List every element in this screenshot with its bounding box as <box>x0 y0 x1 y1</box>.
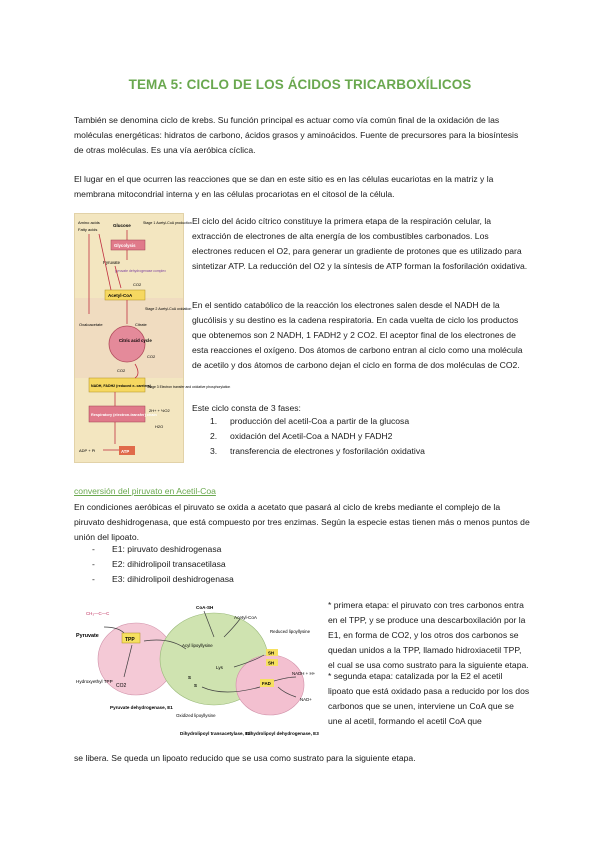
fig1-citrate-label: Citrate <box>135 322 147 327</box>
fig1-co2-label-1: CO2 <box>133 282 142 287</box>
fig2-s-label-2: S <box>194 683 197 688</box>
fig2-e2-label: Dihydrolipoyl transacetylase, E2 <box>180 731 251 736</box>
fig2-e3-label: Dihydrolipoyl dehydrogenase, E3 <box>246 731 319 736</box>
fig1-pyruvate-label: Pyruvate <box>103 260 120 265</box>
fig2-pyruvate-label: Pyruvate <box>76 633 99 639</box>
section-heading-link[interactable]: conversión del piruvato en Acetil-Coa <box>74 486 216 496</box>
fig1-cycle-label: Citric acid cycle <box>119 338 152 343</box>
fig2-lys-label: Lys <box>216 665 223 670</box>
fig1-h2o-label: H2O <box>155 424 164 429</box>
fig1-nadh-label: NADH, FADH2 (reduced e- carriers) <box>91 384 151 388</box>
phases-intro: Este ciclo consta de 3 fases: <box>192 403 301 413</box>
fig2-sh-label-2: SH <box>268 660 275 666</box>
fig2-nad-label: NAD+ <box>300 697 312 702</box>
fig2-reduced-label: Reduced lipoyllysine <box>270 629 311 634</box>
fig2-s-label-1: S <box>188 675 191 680</box>
respiration-overview-figure <box>74 213 231 463</box>
fig2-e1-label: Pyruvate dehydrogenase, E1 <box>110 705 173 710</box>
fig2-hydroxy-label: Hydroxyethyl TPP <box>76 679 113 684</box>
fig1-amino-label: Amino acids <box>78 220 100 225</box>
fig1-glycolysis-label: Glycolysis <box>114 243 136 248</box>
fig2-pyruvate-structure: CH₃—C—C <box>86 611 110 616</box>
fig1-stage3-label: Stage 3 Electron transfer and oxidative phosphorylation <box>147 385 231 389</box>
fig1-fatty-label: Fatty acids <box>78 227 98 232</box>
fig2-coash-label: CoA-SH <box>196 605 214 610</box>
fig1-stage1-label: Stage 1 Acetyl-CoA production <box>143 221 192 225</box>
pyruvate-paragraph: En condiciones aeróbicas el piruvato se oxida a acetato que pasará al ciclo de krebs mediante el complejo de la piruvato deshidrogenasa, que está compuesto por tres enzimas. Según la especie estas tienen más o menos puntos de unión del lipoato. <box>74 502 530 542</box>
fig1-chain-label: Respiratory (electron-transfer) chain <box>91 413 157 417</box>
list-item: 2. oxidación del Acetil-Coa a NADH y FADH2 <box>210 431 393 441</box>
list-item: 3. transferencia de electrones y fosforilación oxidativa <box>210 446 425 456</box>
intro-paragraph: También se denomina ciclo de krebs. Su función principal es actuar como vía común final de la oxidación de las moléculas energéticas: hidratos de carbono, ácidos grasos y aminoácidos. Fuente de precursores para la biosíntesis de otras moléculas. Es una vía aeróbica cíclica. <box>74 115 519 155</box>
stage2-paragraph-end: se libera. Se queda un lipoato reducido que se usa como sustrato para la siguiente etapa. <box>74 753 416 763</box>
pdh-complex-figure <box>74 597 324 752</box>
list-item: - E2: dihidrolipoil transacetilasa <box>92 559 226 569</box>
catabolic-paragraph: En el sentido catabólico de la reacción los electrones salen desde el NADH de la glucólisis y su destino es la cadena respiratoria. En cada vuelta de ciclo los productos que obtenemos son 2 NADH, 1 FADH2 y 2 CO2. El aceptor final de los electrones de esta reacciones el oxígeno. Dos átomos de carbono entran al ciclo como una molécula de acetilo y dos átomos de carbono dejan el ciclo en forma de dos moléculas de CO2. <box>192 300 523 370</box>
fig2-nadh-label: NADH + H+ <box>292 671 316 676</box>
fig1-stage2-label: Stage 2 Acetyl-CoA oxidation <box>145 307 192 311</box>
page-title: TEMA 5: CICLO DE LOS ÁCIDOS TRICARBOXÍLICOS <box>128 77 472 92</box>
fig1-atp-label: ATP <box>121 449 130 454</box>
stage2-paragraph: * segunda etapa: catalizada por la E2 el acetil lipoato que está oxidado pasa a reducido por los dos carbonos que se unen, interviene un CoA que se une al acetil, formando el acetil CoA que <box>328 671 530 726</box>
list-item: - E3: dihidrolipoil deshidrogenasa <box>92 574 234 584</box>
fig2-acyl-label: Acyl lipoyllysine <box>182 643 213 648</box>
phases-list <box>210 414 530 459</box>
fig2-acetylcoa-label: Acetyl-CoA <box>234 615 257 620</box>
fig1-o2-label: 2H+ + ½O2 <box>149 408 170 413</box>
fig1-acetylcoa-label: Acetyl-CoA <box>108 293 133 298</box>
fig1-oxaloacetate-label: Oxaloacetate <box>79 322 103 327</box>
list-item: - E1: piruvato deshidrogenasa <box>92 544 222 554</box>
fig1-glucose-label: Glucose <box>113 223 131 228</box>
fig1-co2-label-3: CO2 <box>117 368 126 373</box>
list-item: 1. producción del acetil-Coa a partir de la glucosa <box>210 416 410 426</box>
fig2-oxidized-label: Oxidized lipoyllysine <box>176 713 216 718</box>
stage1-paragraph: * primera etapa: el piruvato con tres carbonos entra en el TPP, y se produce una descarboxilación por la E1, en forma de CO2, y los otros dos carbonos se quedan unidos a la TPP, llamado hidroxiacetil TPP, el cual se usa como sustrato para la siguiente etapa. <box>328 600 529 670</box>
respiration-paragraph: El ciclo del ácido cítrico constituye la primera etapa de la respiración celular, la extracción de electrones de alta energía de los combustibles carbonados. Los electrones reducen el O2, para generar un gradiente de protones que es utilizado para sintetizar ATP. La reducción del O2 y la síntesis de ATP forman la fosforilación oxidativa. <box>192 216 528 271</box>
fig1-pdh-label: pyruvate dehydrogenase complex <box>115 269 166 273</box>
enzymes-list <box>92 542 234 587</box>
fig2-co2-label: CO2 <box>116 683 127 689</box>
location-paragraph: El lugar en el que ocurren las reacciones que se dan en este sitio es en las células eucariotas en la matriz y la membrana mitocondrial interna y en las células procariotas en el citosol de la célula. <box>74 174 494 199</box>
fig1-co2-label-2: CO2 <box>147 354 156 359</box>
fig2-fad-label: FAD <box>262 681 271 686</box>
fig1-adp-label: ADP + Pi <box>79 448 96 453</box>
fig2-tpp-label: TPP <box>125 637 135 643</box>
fig2-sh-label-1: SH <box>268 650 275 656</box>
